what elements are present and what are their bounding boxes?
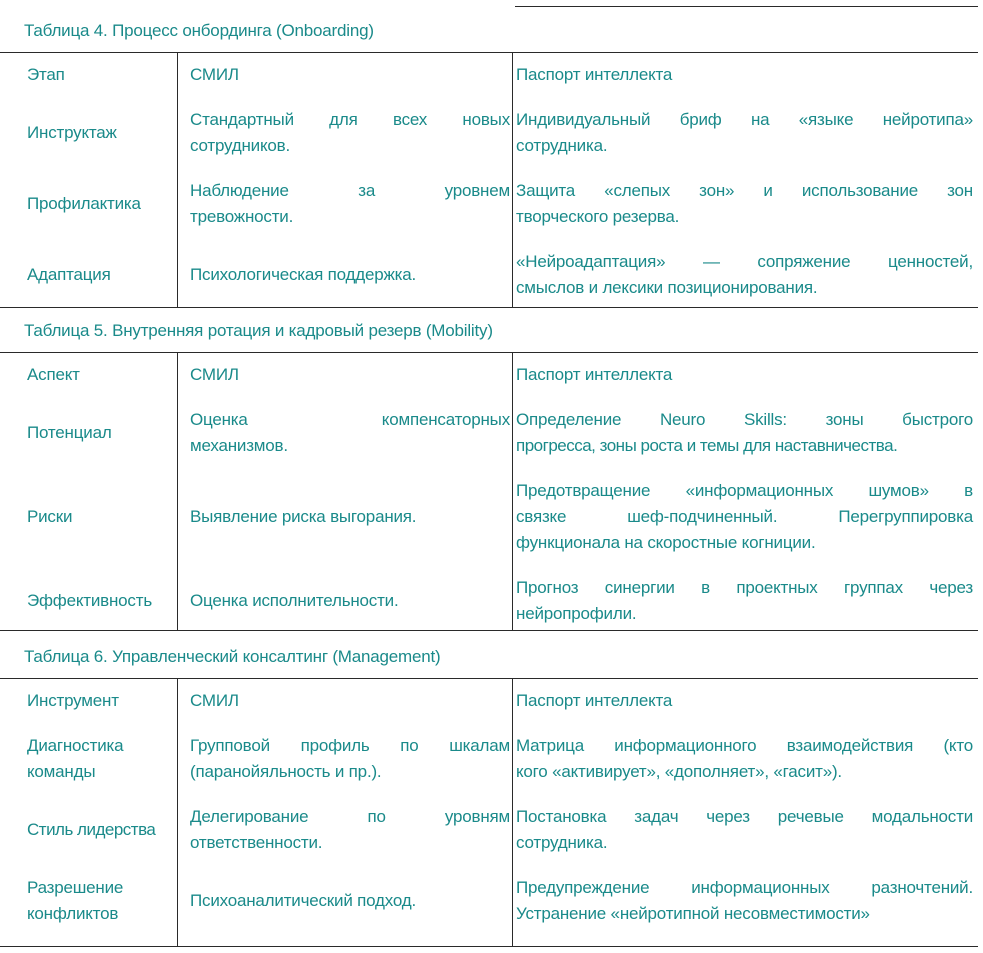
table5-col-divider-1 <box>177 353 178 630</box>
table6-row1-smil-line2: (паранойяльность и пр.). <box>190 762 382 781</box>
table5-header-passport: Паспорт интеллекта <box>516 365 673 384</box>
table6-row3-passport-line2: Устранение «нейротипной несовместимости» <box>516 904 870 923</box>
table5-row1-smil <box>190 407 510 459</box>
table6-row1-tool-line2: команды <box>27 762 96 781</box>
table5-row2-passport-line3: функционала на скоростные когниции. <box>516 533 816 552</box>
table4-row1-smil-line1: Стандартный для всех новых <box>190 110 510 129</box>
table6-caption-rule <box>0 678 978 679</box>
table5-header-aspect: Аспект <box>27 365 80 384</box>
table6-row3-tool-line1: Разрешение <box>27 878 124 897</box>
table4-row2-smil-line1: Наблюдение за уровнем <box>190 181 510 200</box>
table5-row1-passport <box>516 407 973 459</box>
table4-row1-stage: Инструктаж <box>27 123 117 142</box>
table4-bottom-rule <box>0 307 978 308</box>
table5-row3-aspect: Эффективность <box>27 591 152 610</box>
table6-row1-passport <box>516 733 973 785</box>
table5-row1-passport-line2: прогресса, зоны роста и темы для наставничества. <box>516 436 898 455</box>
table4-row3-passport <box>516 249 973 301</box>
table6-header-smil: СМИЛ <box>190 691 239 710</box>
table4-top-rule <box>515 6 978 7</box>
table5-row3-smil: Оценка исполнительности. <box>190 591 399 610</box>
table5-row2-passport <box>516 478 973 556</box>
table4-header-smil: СМИЛ <box>190 65 239 84</box>
table6-row3-tool <box>27 875 175 927</box>
table6-row1-passport-line1: Матрица информационного взаимодействия (кто <box>516 736 973 755</box>
table5-row2-passport-line2: связке шеф-подчиненный. Перегруппировка <box>516 507 973 526</box>
table4-col-divider-1 <box>177 53 178 307</box>
table4-row2-stage: Профилактика <box>27 194 141 213</box>
table4-row2-smil <box>190 178 510 230</box>
table6-row1-tool-line1: Диагностика <box>27 736 124 755</box>
table4-row3-passport-line1: «Нейроадаптация» — сопряжение ценностей, <box>516 252 973 271</box>
table5-row1-aspect: Потенциал <box>27 423 112 442</box>
table6-bottom-rule <box>0 946 978 947</box>
table6-row2-passport-line1: Постановка задач через речевые модальности <box>516 807 973 826</box>
table6-col-divider-2 <box>512 679 513 946</box>
table6-row3-tool-line2: конфликтов <box>27 904 119 923</box>
table4-col-divider-2 <box>512 53 513 307</box>
table5-row1-passport-line1: Определение Neuro Skills: зоны быстрого <box>516 410 973 429</box>
table5-row3-passport-line1: Прогноз синергии в проектных группах через <box>516 578 973 597</box>
table4-row1-passport <box>516 107 973 159</box>
table5-header-smil: СМИЛ <box>190 365 239 384</box>
table4-caption-rule <box>0 52 978 53</box>
table4-caption: Таблица 4. Процесс онбординга (Onboarding) <box>24 21 374 40</box>
table4-row1-smil-line2: сотрудников. <box>190 136 290 155</box>
table6-row1-smil <box>190 733 510 785</box>
table6-header-tool: Инструмент <box>27 691 119 710</box>
table6-caption: Таблица 6. Управленческий консалтинг (Management) <box>24 647 441 666</box>
table6-col-divider-1 <box>177 679 178 946</box>
table4-row1-passport-line1: Индивидуальный бриф на «языке нейротипа» <box>516 110 973 129</box>
table6-row1-passport-line2: кого «активирует», «дополняет», «гасит»). <box>516 762 842 781</box>
table4-row3-smil: Психологическая поддержка. <box>190 265 417 284</box>
table4-header-passport: Паспорт интеллекта <box>516 65 673 84</box>
table4-row2-passport <box>516 178 973 230</box>
table5-col-divider-2 <box>512 353 513 630</box>
table4-row2-smil-line2: тревожности. <box>190 207 294 226</box>
table5-row3-passport-line2: нейропрофили. <box>516 604 637 623</box>
table5-caption: Таблица 5. Внутренняя ротация и кадровый резерв (Mobility) <box>24 321 493 340</box>
table4-row2-passport-line2: творческого резерва. <box>516 207 680 226</box>
table5-row3-passport <box>516 575 973 627</box>
table4-row3-stage: Адаптация <box>27 265 111 284</box>
table5-row2-passport-line1: Предотвращение «информационных шумов» в <box>516 481 973 500</box>
table6-row2-smil-line2: ответственности. <box>190 833 323 852</box>
table6-row2-passport-line2: сотрудника. <box>516 833 608 852</box>
table6-row3-smil: Психоаналитический подход. <box>190 891 416 910</box>
table6-row2-tool: Стиль лидерства <box>27 820 156 839</box>
table5-row1-smil-line1: Оценка компенсаторных <box>190 410 510 429</box>
table5-bottom-rule <box>0 630 978 631</box>
table6-row2-smil <box>190 804 510 856</box>
table5-caption-rule <box>0 352 978 353</box>
table6-row1-tool <box>27 733 175 785</box>
table6-row2-smil-line1: Делегирование по уровням <box>190 807 510 826</box>
table4-row1-passport-line2: сотрудника. <box>516 136 608 155</box>
table5-row1-smil-line2: механизмов. <box>190 436 288 455</box>
table4-row3-passport-line2: смыслов и лексики позиционирования. <box>516 278 818 297</box>
table6-row2-passport <box>516 804 973 856</box>
table6-header-passport: Паспорт интеллекта <box>516 691 673 710</box>
table5-row2-aspect: Риски <box>27 507 73 526</box>
table6-row1-smil-line1: Групповой профиль по шкалам <box>190 736 510 755</box>
table4-row2-passport-line1: Защита «слепых зон» и использование зон <box>516 181 973 200</box>
table5-row2-smil: Выявление риска выгорания. <box>190 507 417 526</box>
table6-row3-passport <box>516 875 973 927</box>
table4-header-stage: Этап <box>27 65 65 84</box>
table6-row3-passport-line1: Предупреждение информационных разночтений. <box>516 878 973 897</box>
table4-row1-smil <box>190 107 510 159</box>
